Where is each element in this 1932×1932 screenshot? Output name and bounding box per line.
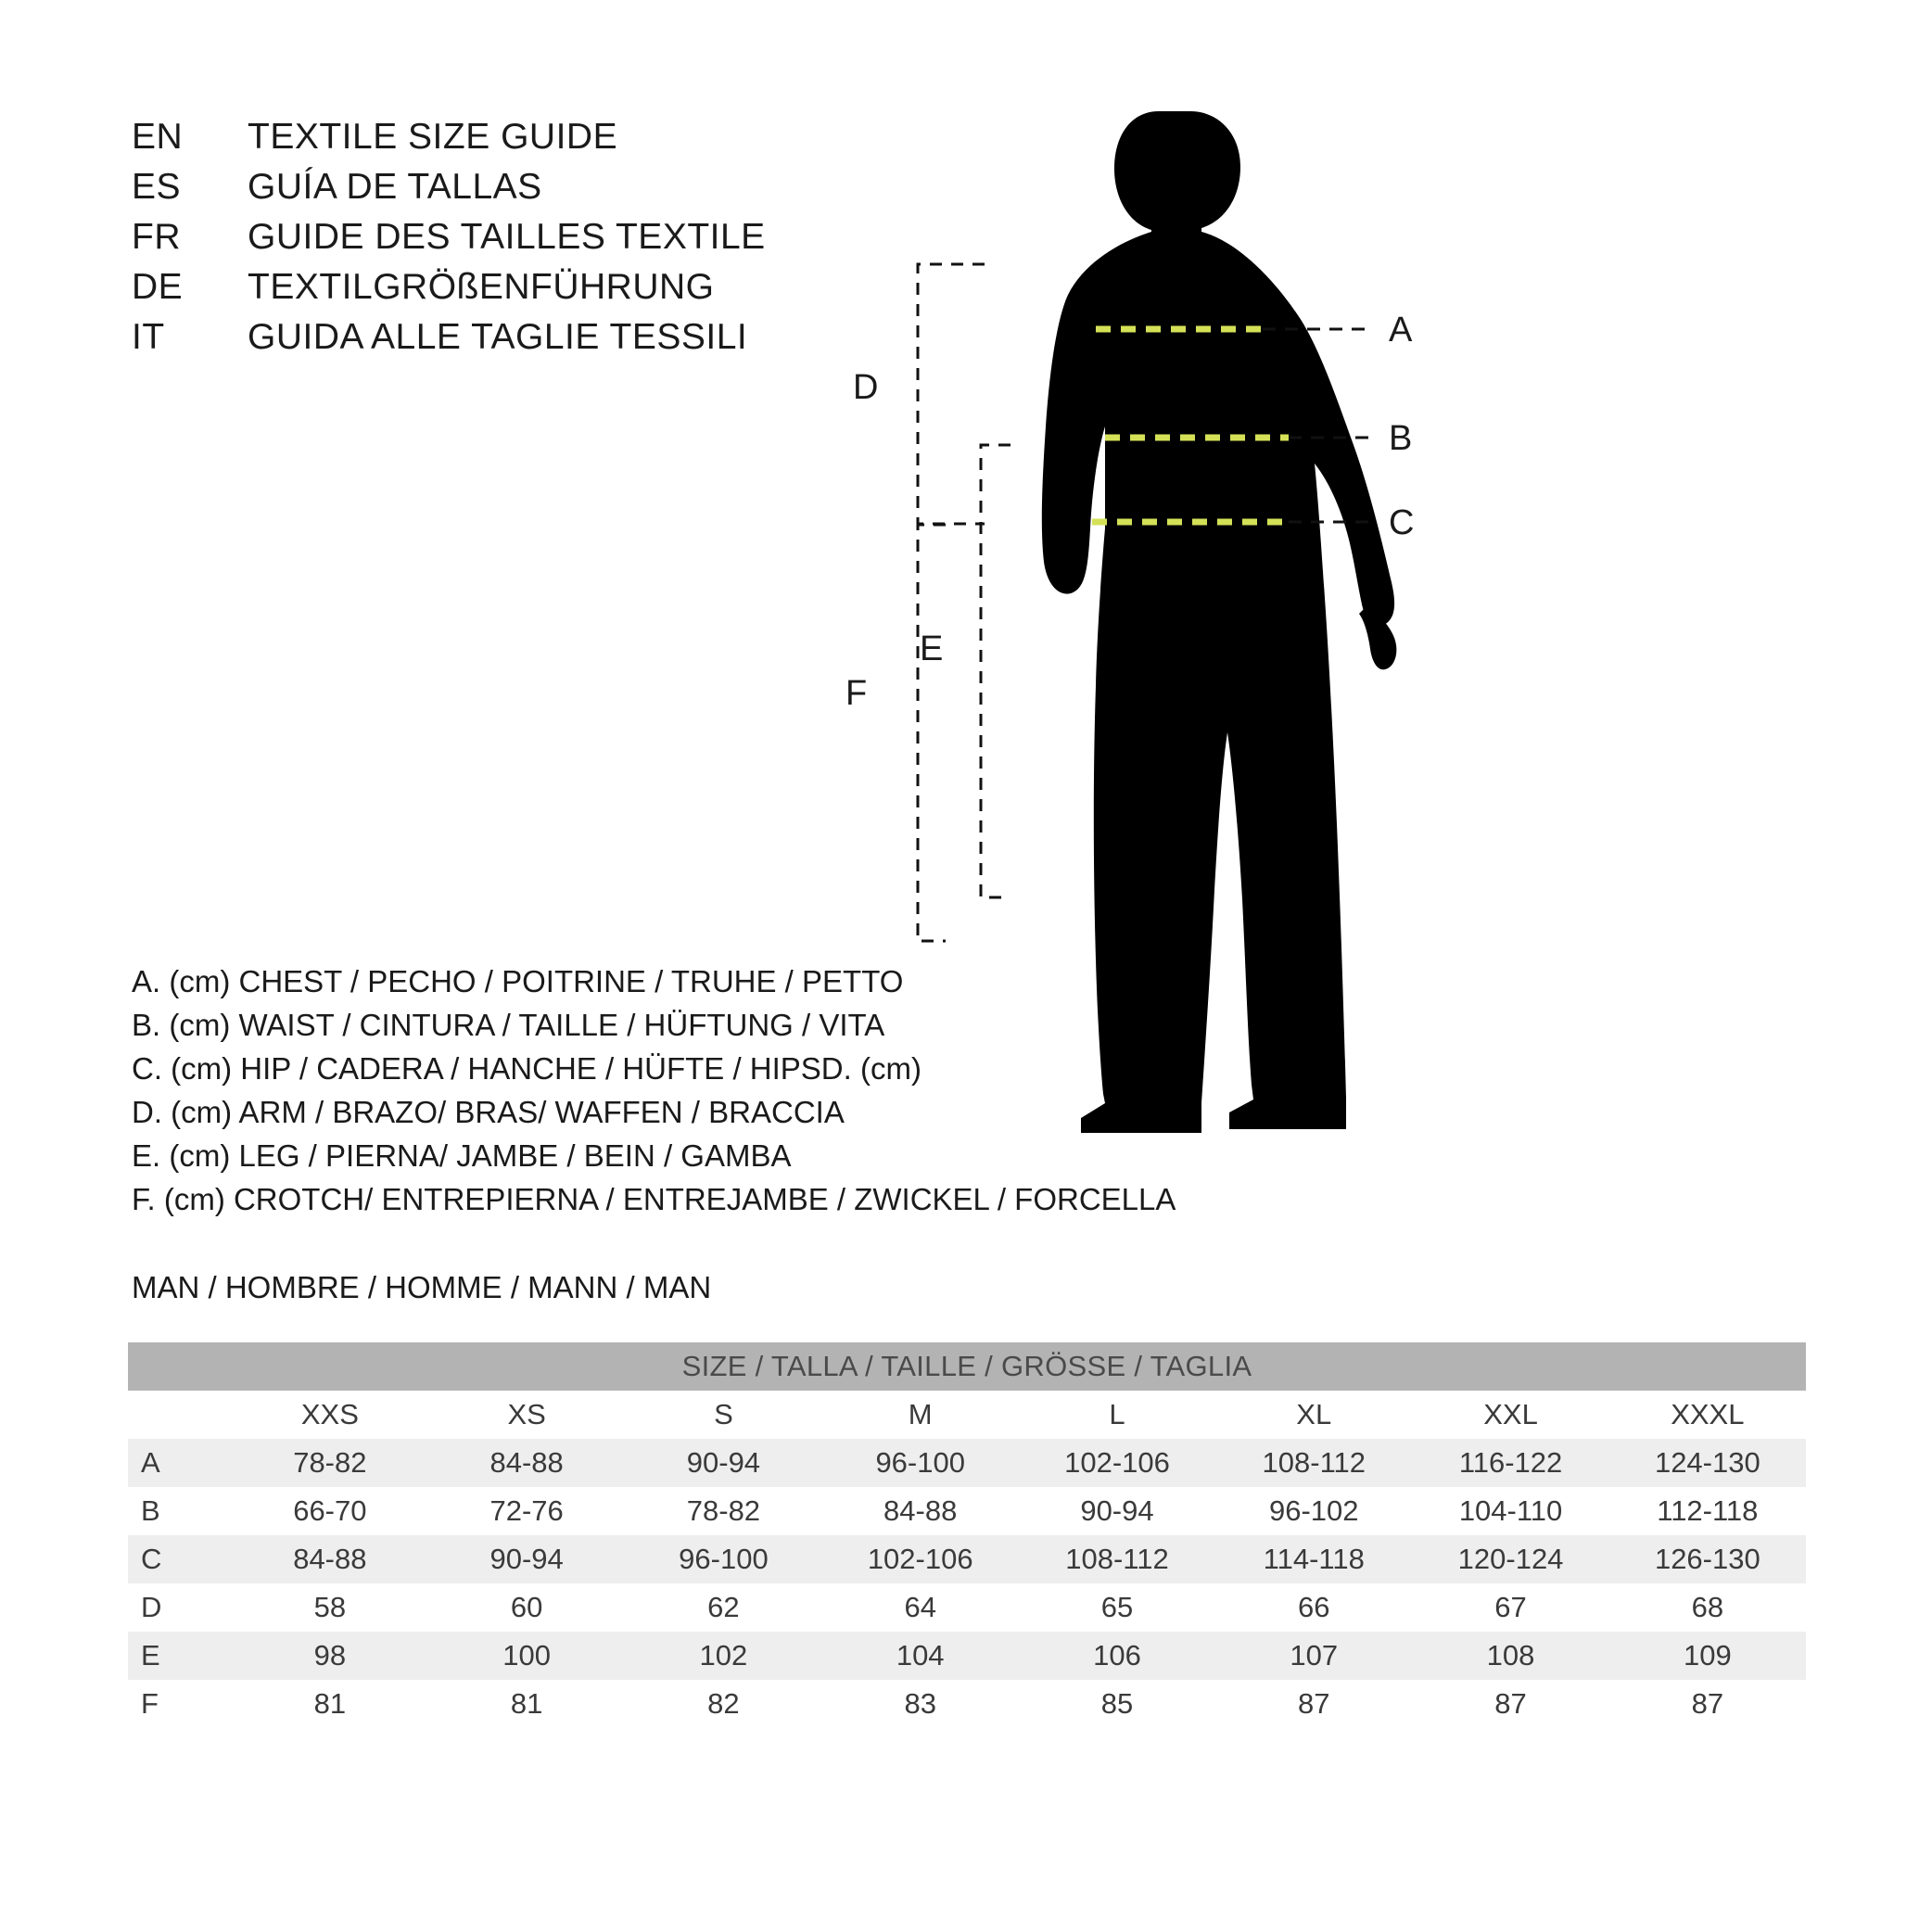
table-row: [128, 1439, 1806, 1487]
row-label-e: E: [128, 1632, 232, 1680]
title-block: [132, 117, 766, 367]
cell-e-m: 104: [822, 1632, 1019, 1680]
cell-d-s: 62: [625, 1583, 821, 1632]
cell-a-xs: 84-88: [428, 1439, 625, 1487]
cell-f-l: 85: [1019, 1680, 1215, 1728]
table-caption-row: [128, 1342, 1806, 1391]
cell-f-xs: 81: [428, 1680, 625, 1728]
cell-e-s: 102: [625, 1632, 821, 1680]
row-label-d: D: [128, 1583, 232, 1632]
title-row-de: [132, 267, 766, 317]
column-header-xxs: XXS: [232, 1391, 428, 1439]
title-row-it: [132, 317, 766, 367]
row-label-c: C: [128, 1535, 232, 1583]
column-header-xl: XL: [1215, 1391, 1412, 1439]
title-row-es: [132, 167, 766, 217]
table-row: [128, 1632, 1806, 1680]
cell-e-xs: 100: [428, 1632, 625, 1680]
legend-item-b: B. (cm) WAIST / CINTURA / TAILLE / HÜFTUNG / VITA: [132, 1008, 885, 1042]
table-caption: SIZE / TALLA / TAILLE / GRÖSSE / TAGLIA: [128, 1342, 1806, 1391]
title-lang-en: EN: [132, 117, 184, 157]
cell-c-xxxl: 126-130: [1609, 1535, 1806, 1583]
column-header-xs: XS: [428, 1391, 625, 1439]
legend-item-a: A. (cm) CHEST / PECHO / POITRINE / TRUHE / PETTO: [132, 964, 904, 998]
legend-item-c: C. (cm) HIP / CADERA / HANCHE / HÜFTE / HIPSD. (cm): [132, 1051, 922, 1086]
legend-item-d: D. (cm) ARM / BRAZO/ BRAS/ WAFFEN / BRACCIA: [132, 1095, 845, 1129]
cell-c-xl: 114-118: [1215, 1535, 1412, 1583]
cell-a-xl: 108-112: [1215, 1439, 1412, 1487]
column-header-l: L: [1019, 1391, 1215, 1439]
title-lang-fr: FR: [132, 217, 181, 257]
row-label-a: A: [128, 1439, 232, 1487]
column-header-s: S: [625, 1391, 821, 1439]
row-label-f: F: [128, 1680, 232, 1728]
marker-label-a: A: [1389, 311, 1413, 350]
column-header-xxxl: XXXL: [1609, 1391, 1806, 1439]
cell-b-xs: 72-76: [428, 1487, 625, 1535]
title-lang-es: ES: [132, 167, 182, 207]
legend-block: [132, 960, 1176, 1221]
table-row: [128, 1487, 1806, 1535]
marker-label-c: C: [1389, 503, 1415, 542]
cell-d-xs: 60: [428, 1583, 625, 1632]
bracket-label-f: F: [845, 674, 868, 713]
cell-b-s: 78-82: [625, 1487, 821, 1535]
table-row: [128, 1535, 1806, 1583]
cell-f-xl: 87: [1215, 1680, 1412, 1728]
gender-label: MAN / HOMBRE / HOMME / MANN / MAN: [132, 1270, 712, 1304]
cell-f-xxs: 81: [232, 1680, 428, 1728]
cell-c-s: 96-100: [625, 1535, 821, 1583]
cell-b-l: 90-94: [1019, 1487, 1215, 1535]
table-header-corner: [128, 1391, 232, 1439]
marker-label-b: B: [1389, 419, 1413, 458]
column-header-m: M: [822, 1391, 1019, 1439]
cell-d-m: 64: [822, 1583, 1019, 1632]
title-text-it: GUIDA ALLE TAGLIE TESSILI: [248, 317, 748, 357]
cell-e-xl: 107: [1215, 1632, 1412, 1680]
title-lang-de: DE: [132, 267, 184, 307]
title-text-fr: GUIDE DES TAILLES TEXTILE: [248, 217, 766, 257]
bracket-d: [918, 264, 985, 524]
cell-a-m: 96-100: [822, 1439, 1019, 1487]
cell-b-xxl: 104-110: [1412, 1487, 1608, 1535]
bracket-label-e: E: [920, 629, 944, 668]
bracket-label-d: D: [853, 368, 879, 407]
table-row: [128, 1583, 1806, 1632]
table-header-row: [128, 1391, 1806, 1439]
cell-c-l: 108-112: [1019, 1535, 1215, 1583]
cell-a-xxxl: 124-130: [1609, 1439, 1806, 1487]
table-row: [128, 1680, 1806, 1728]
bracket-f: [918, 525, 946, 941]
cell-d-xxs: 58: [232, 1583, 428, 1632]
cell-e-l: 106: [1019, 1632, 1215, 1680]
cell-d-xxl: 67: [1412, 1583, 1608, 1632]
column-header-xxl: XXL: [1412, 1391, 1608, 1439]
legend-item-e: E. (cm) LEG / PIERNA/ JAMBE / BEIN / GAMBA: [132, 1138, 792, 1173]
cell-f-s: 82: [625, 1680, 821, 1728]
cell-c-xxl: 120-124: [1412, 1535, 1608, 1583]
cell-b-xl: 96-102: [1215, 1487, 1412, 1535]
size-table: [128, 1342, 1806, 1728]
cell-f-xxxl: 87: [1609, 1680, 1806, 1728]
title-lang-it: IT: [132, 317, 165, 357]
cell-a-s: 90-94: [625, 1439, 821, 1487]
cell-b-m: 84-88: [822, 1487, 1019, 1535]
cell-d-l: 65: [1019, 1583, 1215, 1632]
cell-d-xxxl: 68: [1609, 1583, 1806, 1632]
cell-a-xxl: 116-122: [1412, 1439, 1608, 1487]
title-text-de: TEXTILGRÖßENFÜHRUNG: [248, 267, 715, 307]
title-row-fr: [132, 217, 766, 267]
cell-a-l: 102-106: [1019, 1439, 1215, 1487]
cell-c-xxs: 84-88: [232, 1535, 428, 1583]
cell-e-xxl: 108: [1412, 1632, 1608, 1680]
cell-a-xxs: 78-82: [232, 1439, 428, 1487]
bracket-e: [981, 445, 1010, 897]
cell-e-xxxl: 109: [1609, 1632, 1806, 1680]
cell-c-xs: 90-94: [428, 1535, 625, 1583]
title-row-en: [132, 117, 766, 167]
cell-f-m: 83: [822, 1680, 1019, 1728]
cell-d-xl: 66: [1215, 1583, 1412, 1632]
cell-b-xxs: 66-70: [232, 1487, 428, 1535]
row-label-b: B: [128, 1487, 232, 1535]
legend-item-f: F. (cm) CROTCH/ ENTREPIERNA / ENTREJAMBE / ZWICKEL / FORCELLA: [132, 1182, 1176, 1216]
title-text-en: TEXTILE SIZE GUIDE: [248, 117, 618, 157]
cell-b-xxxl: 112-118: [1609, 1487, 1806, 1535]
cell-c-m: 102-106: [822, 1535, 1019, 1583]
title-text-es: GUÍA DE TALLAS: [248, 167, 542, 207]
cell-e-xxs: 98: [232, 1632, 428, 1680]
cell-f-xxl: 87: [1412, 1680, 1608, 1728]
